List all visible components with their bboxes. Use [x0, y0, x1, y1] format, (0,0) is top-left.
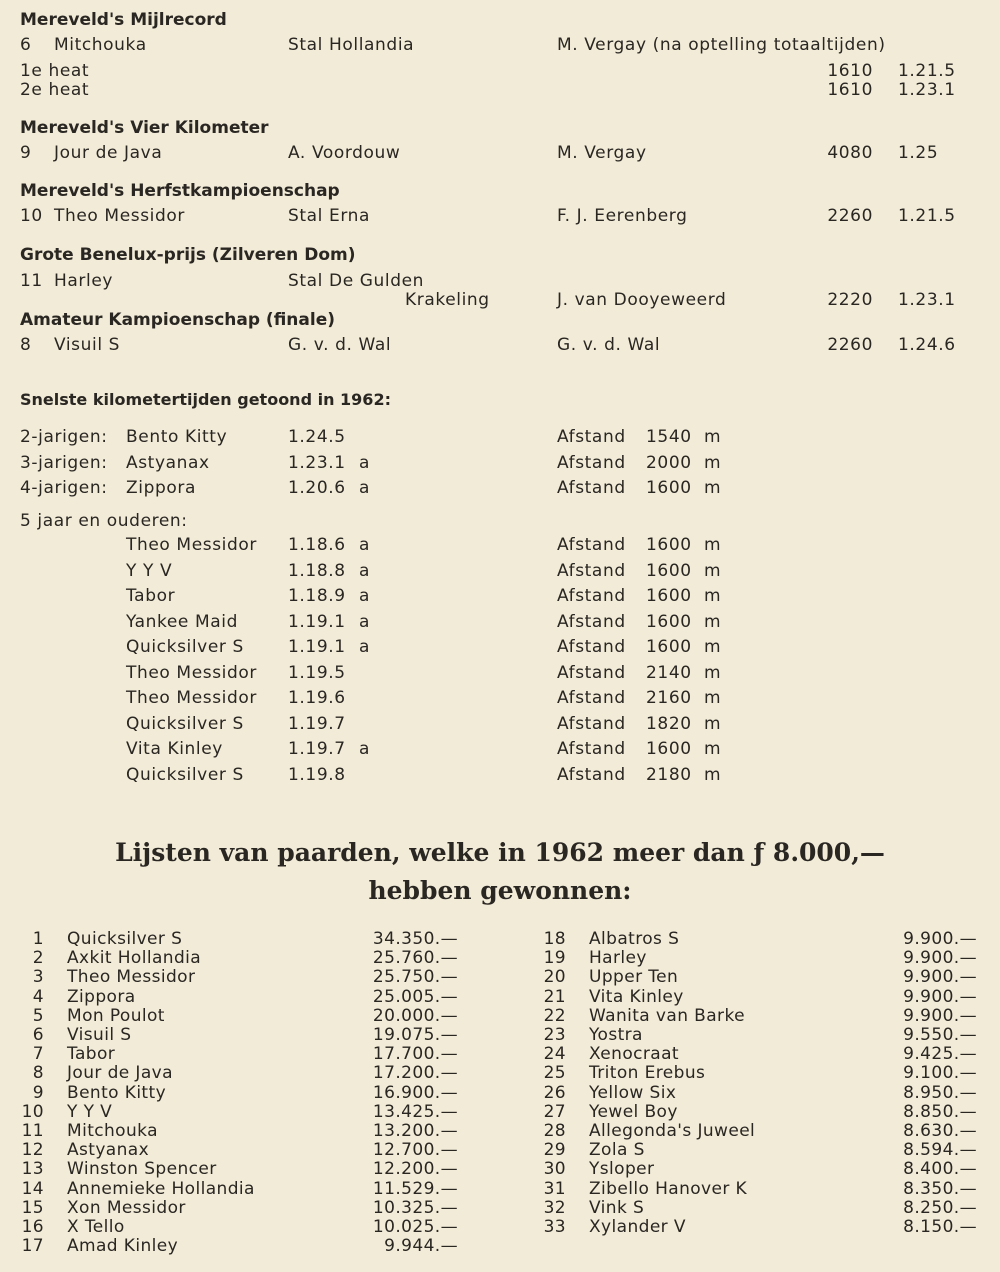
time-marker: a: [359, 560, 371, 581]
winner-horse-name: Wanita van Barke: [589, 1005, 745, 1026]
winner-horse-name: Zippora: [67, 986, 136, 1007]
winner-rank: 21: [543, 986, 566, 1007]
winner-amount: 9.425.—: [903, 1044, 977, 1065]
fastest-time: 1.19.1: [288, 637, 346, 657]
winner-rank: 25: [543, 1063, 566, 1084]
winner-rank: 6: [32, 1025, 44, 1045]
winner-amount: 10.025.—: [372, 1217, 458, 1237]
race-driver: M. Vergay: [557, 143, 647, 163]
race-owner-continued: Krakeling: [405, 290, 490, 310]
distance-value: 1600: [646, 637, 692, 657]
winner-amount: 8.400.—: [903, 1159, 977, 1180]
fastest-time: 1.18.8: [288, 560, 346, 581]
race-title: Amateur Kampioenschap (finale): [20, 310, 335, 330]
winner-horse-name: Yostra: [589, 1025, 643, 1045]
fastest-time: 1.19.6: [288, 688, 346, 708]
race-driver: M. Vergay (na optelling totaaltijden): [557, 35, 886, 55]
winnings-title-line-2: hebben gewonnen:: [368, 876, 632, 905]
winner-horse-name: Zibello Hanover K: [589, 1178, 748, 1199]
fastest-horse-name: Quicksilver S: [126, 713, 244, 734]
winner-horse-name: Xylander V: [589, 1217, 686, 1237]
distance-label: Afstand: [557, 453, 626, 473]
winner-horse-name: Mitchouka: [67, 1121, 158, 1141]
winner-rank: 12: [21, 1140, 44, 1161]
winner-amount: 16.900.—: [372, 1082, 458, 1103]
fastest-time: 1.19.7: [288, 739, 346, 759]
winner-rank: 30: [543, 1159, 566, 1180]
winner-amount: 8.594.—: [903, 1140, 977, 1161]
race-owner: G. v. d. Wal: [288, 335, 392, 355]
winner-rank: 14: [21, 1178, 44, 1199]
winner-amount: 25.005.—: [372, 986, 458, 1007]
winner-horse-name: Ysloper: [589, 1159, 655, 1180]
distance-value: 2180: [646, 764, 692, 785]
distance-unit: m: [704, 427, 722, 447]
distance-label: Afstand: [557, 586, 626, 606]
winner-horse-name: Jour de Java: [67, 1063, 173, 1084]
fastest-time: 1.19.5: [288, 662, 346, 683]
distance-unit: m: [704, 739, 722, 759]
time-marker: a: [359, 535, 371, 555]
winner-horse-name: Xon Messidor: [67, 1197, 186, 1218]
winner-rank: 32: [543, 1197, 566, 1218]
winner-horse-name: Vita Kinley: [589, 986, 684, 1007]
winner-horse-name: Mon Poulot: [67, 1005, 165, 1026]
race-time: 1.21.5: [898, 206, 956, 226]
winner-amount: 9.900.—: [903, 948, 977, 969]
distance-label: Afstand: [557, 611, 626, 632]
fastest-horse-name: Y Y V: [126, 560, 173, 581]
age-category: 2-jarigen:: [20, 427, 108, 447]
winner-horse-name: Bento Kitty: [67, 1082, 167, 1103]
fastest-horse-name: Quicksilver S: [126, 637, 244, 657]
winner-horse-name: Y Y V: [67, 1101, 113, 1122]
fastest-time: 1.19.7: [288, 713, 346, 734]
distance-value: 2140: [646, 662, 692, 683]
time-marker: a: [359, 478, 371, 498]
time-marker: a: [359, 739, 371, 759]
distance-value: 1600: [646, 478, 692, 498]
winner-rank: 4: [32, 986, 44, 1007]
winner-amount: 12.200.—: [372, 1159, 458, 1180]
distance-unit: m: [704, 586, 722, 606]
winner-rank: 7: [32, 1044, 44, 1065]
race-horse-name: Theo Messidor: [54, 206, 185, 226]
fastest-horse-name: Zippora: [126, 478, 196, 498]
winner-rank: 11: [21, 1121, 44, 1141]
winner-horse-name: Tabor: [67, 1044, 116, 1065]
winner-rank: 27: [543, 1101, 566, 1122]
distance-label: Afstand: [557, 739, 626, 759]
winner-horse-name: Quicksilver S: [67, 929, 183, 949]
race-time: 1.23.1: [898, 80, 956, 100]
race-entry-number: 8: [20, 335, 32, 355]
winner-amount: 9.900.—: [903, 967, 977, 988]
winner-horse-name: Yellow Six: [589, 1082, 677, 1103]
winner-amount: 9.550.—: [903, 1025, 977, 1045]
winner-amount: 10.325.—: [372, 1197, 458, 1218]
fastest-horse-name: Yankee Maid: [126, 611, 238, 632]
winner-horse-name: Harley: [589, 948, 647, 969]
older-category-label: 5 jaar en ouderen:: [20, 511, 188, 531]
winner-rank: 33: [543, 1217, 566, 1237]
fastest-horse-name: Bento Kitty: [126, 427, 228, 447]
time-marker: a: [359, 453, 371, 473]
winner-rank: 28: [543, 1121, 566, 1141]
race-driver: G. v. d. Wal: [557, 335, 661, 355]
winner-rank: 9: [32, 1082, 44, 1103]
race-time: 1.24.6: [898, 335, 956, 355]
distance-label: Afstand: [557, 427, 626, 447]
race-distance: 4080: [827, 143, 873, 163]
winner-amount: 8.150.—: [903, 1217, 977, 1237]
winner-horse-name: Zola S: [589, 1140, 645, 1161]
distance-value: 1540: [646, 427, 692, 447]
race-distance: 2220: [827, 290, 873, 310]
winner-rank: 5: [32, 1005, 44, 1026]
winner-horse-name: Astyanax: [67, 1140, 150, 1161]
distance-value: 1600: [646, 611, 692, 632]
winner-amount: 13.200.—: [372, 1121, 458, 1141]
time-marker: a: [359, 637, 371, 657]
winner-rank: 31: [543, 1178, 566, 1199]
distance-label: Afstand: [557, 688, 626, 708]
race-title: Mereveld's Mijlrecord: [20, 10, 227, 30]
fastest-horse-name: Astyanax: [126, 453, 210, 473]
distance-unit: m: [704, 560, 722, 581]
race-time: 1.25: [898, 143, 939, 163]
winner-amount: 8.350.—: [903, 1178, 977, 1199]
race-driver: J. van Dooyeweerd: [557, 290, 727, 310]
race-title: Mereveld's Herfstkampioenschap: [20, 181, 340, 201]
race-distance: 1610: [827, 80, 873, 100]
distance-unit: m: [704, 478, 722, 498]
fastest-horse-name: Tabor: [126, 586, 176, 606]
race-horse-name: Mitchouka: [54, 35, 147, 55]
race-horse-name: Jour de Java: [54, 143, 163, 163]
winner-rank: 17: [21, 1236, 44, 1257]
fastest-horse-name: Quicksilver S: [126, 764, 244, 785]
winner-rank: 20: [543, 967, 566, 988]
winner-horse-name: Amad Kinley: [67, 1236, 179, 1257]
winner-horse-name: Allegonda's Juweel: [589, 1121, 756, 1141]
winner-rank: 15: [21, 1197, 44, 1218]
winner-amount: 9.944.—: [384, 1236, 458, 1257]
distance-unit: m: [704, 453, 722, 473]
distance-label: Afstand: [557, 560, 626, 581]
fastest-time: 1.19.8: [288, 764, 346, 785]
winner-horse-name: Annemieke Hollandia: [67, 1178, 255, 1199]
age-category: 4-jarigen:: [20, 478, 108, 498]
winner-amount: 12.700.—: [372, 1140, 458, 1161]
distance-unit: m: [704, 637, 722, 657]
race-horse-name: Harley: [54, 271, 114, 291]
time-marker: a: [359, 586, 371, 606]
distance-value: 2160: [646, 688, 692, 708]
race-title: Grote Benelux-prijs (Zilveren Dom): [20, 245, 356, 265]
distance-unit: m: [704, 713, 722, 734]
winner-horse-name: Theo Messidor: [67, 967, 196, 988]
winner-rank: 3: [32, 967, 44, 988]
fastest-time: 1.18.9: [288, 586, 346, 606]
winner-amount: 9.900.—: [903, 929, 977, 949]
fastest-horse-name: Theo Messidor: [126, 688, 257, 708]
distance-value: 1600: [646, 739, 692, 759]
winner-rank: 26: [543, 1082, 566, 1103]
winner-amount: 8.250.—: [903, 1197, 977, 1218]
winner-rank: 1: [32, 929, 44, 949]
age-category: 3-jarigen:: [20, 453, 108, 473]
distance-label: Afstand: [557, 713, 626, 734]
winner-rank: 2: [32, 948, 44, 969]
distance-unit: m: [704, 764, 722, 785]
winner-amount: 34.350.—: [372, 929, 458, 949]
race-distance: 1610: [827, 61, 873, 81]
distance-unit: m: [704, 688, 722, 708]
winner-amount: 8.950.—: [903, 1082, 977, 1103]
distance-label: Afstand: [557, 662, 626, 683]
winner-amount: 9.900.—: [903, 1005, 977, 1026]
fastest-time: 1.19.1: [288, 611, 346, 632]
winner-rank: 8: [32, 1063, 44, 1084]
fastest-time: 1.24.5: [288, 427, 346, 447]
winner-horse-name: Upper Ten: [589, 967, 679, 988]
winner-horse-name: Albatros S: [589, 929, 680, 949]
winner-amount: 20.000.—: [372, 1005, 458, 1026]
race-entry-number: 9: [20, 143, 32, 163]
race-entry-number: 11: [20, 271, 43, 291]
race-owner: A. Voordouw: [288, 143, 401, 163]
distance-value: 2000: [646, 453, 692, 473]
race-distance: 2260: [827, 335, 873, 355]
winner-rank: 23: [543, 1025, 566, 1045]
distance-label: Afstand: [557, 478, 626, 498]
winner-horse-name: X Tello: [67, 1217, 125, 1237]
winner-horse-name: Triton Erebus: [589, 1063, 706, 1084]
winner-amount: 25.750.—: [372, 967, 458, 988]
race-entry-number: 10: [20, 206, 43, 226]
race-owner: Stal De Gulden: [288, 271, 425, 291]
distance-label: Afstand: [557, 535, 626, 555]
fastest-time: 1.23.1: [288, 453, 346, 473]
distance-unit: m: [704, 662, 722, 683]
winner-rank: 24: [543, 1044, 566, 1065]
winnings-title-line-1: Lijsten van paarden, welke in 1962 meer dan ƒ 8.000,—: [115, 838, 885, 867]
race-entry-number: 2e heat: [20, 80, 90, 100]
race-horse-name: Visuil S: [54, 335, 121, 355]
fastest-time: 1.20.6: [288, 478, 346, 498]
winner-amount: 11.529.—: [372, 1178, 458, 1199]
distance-value: 1600: [646, 586, 692, 606]
winner-horse-name: Visuil S: [67, 1025, 132, 1045]
fastest-times-title: Snelste kilometertijden getoond in 1962:: [20, 390, 391, 409]
race-owner: Stal Erna: [288, 206, 371, 226]
distance-value: 1600: [646, 535, 692, 555]
winner-amount: 17.700.—: [372, 1044, 458, 1065]
distance-value: 1600: [646, 560, 692, 581]
winner-amount: 9.100.—: [903, 1063, 977, 1084]
winner-rank: 18: [543, 929, 566, 949]
winner-horse-name: Xenocraat: [589, 1044, 679, 1065]
race-title: Mereveld's Vier Kilometer: [20, 118, 269, 138]
race-driver: F. J. Eerenberg: [557, 206, 688, 226]
winner-horse-name: Winston Spencer: [67, 1159, 217, 1180]
winner-amount: 25.760.—: [372, 948, 458, 969]
distance-label: Afstand: [557, 764, 626, 785]
winner-rank: 19: [543, 948, 566, 969]
time-marker: a: [359, 611, 371, 632]
distance-unit: m: [704, 611, 722, 632]
winner-amount: 8.850.—: [903, 1101, 977, 1122]
race-time: 1.21.5: [898, 61, 956, 81]
winner-rank: 29: [543, 1140, 566, 1161]
fastest-horse-name: Vita Kinley: [126, 739, 223, 759]
winner-rank: 22: [543, 1005, 566, 1026]
winner-amount: 13.425.—: [372, 1101, 458, 1122]
race-entry-number: 1e heat: [20, 61, 90, 81]
winner-amount: 19.075.—: [372, 1025, 458, 1045]
winner-horse-name: Vink S: [589, 1197, 645, 1218]
winner-horse-name: Yewel Boy: [589, 1101, 678, 1122]
fastest-horse-name: Theo Messidor: [126, 662, 257, 683]
winner-amount: 9.900.—: [903, 986, 977, 1007]
winner-rank: 13: [21, 1159, 44, 1180]
fastest-time: 1.18.6: [288, 535, 346, 555]
winner-horse-name: Axkit Hollandia: [67, 948, 202, 969]
race-entry-number: 6: [20, 35, 32, 55]
race-time: 1.23.1: [898, 290, 956, 310]
race-owner: Stal Hollandia: [288, 35, 415, 55]
winner-rank: 10: [21, 1101, 44, 1122]
winner-rank: 16: [21, 1217, 44, 1237]
race-distance: 2260: [827, 206, 873, 226]
distance-label: Afstand: [557, 637, 626, 657]
distance-unit: m: [704, 535, 722, 555]
winner-amount: 17.200.—: [372, 1063, 458, 1084]
distance-value: 1820: [646, 713, 692, 734]
fastest-horse-name: Theo Messidor: [126, 535, 257, 555]
winner-amount: 8.630.—: [903, 1121, 977, 1141]
